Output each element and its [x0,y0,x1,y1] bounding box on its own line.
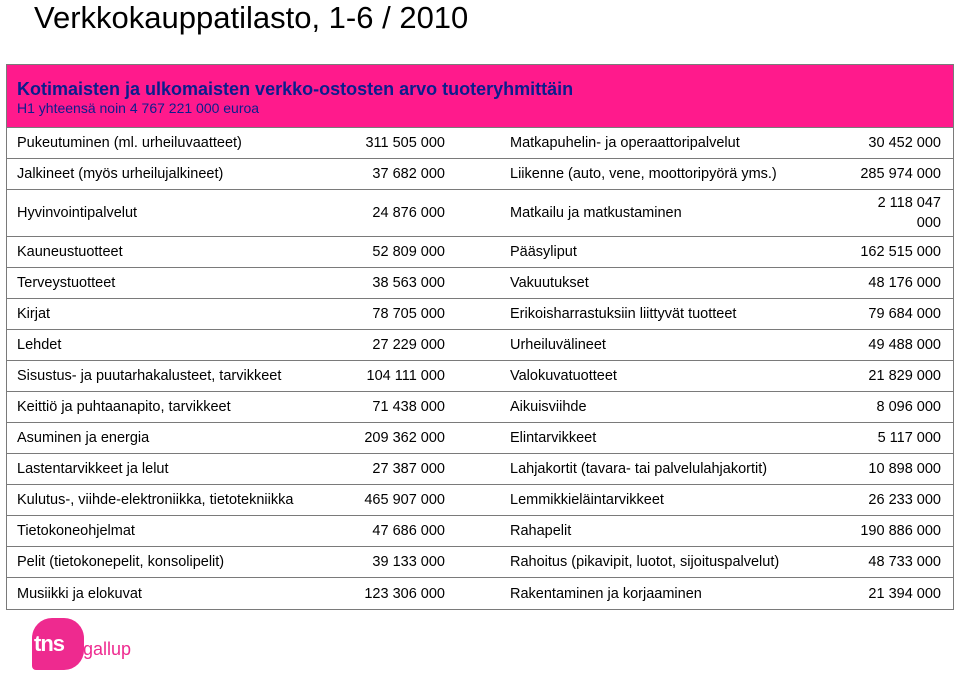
category-value: 27 387 000 [372,461,445,477]
category-value: 10 898 000 [868,461,941,477]
category-value: 49 488 000 [868,337,941,353]
category-value-line: 000 [916,215,941,231]
category-label: Pääsyliput [510,244,577,260]
category-value: 21 829 000 [868,368,941,384]
category-label: Lemmikkieläintarvikkeet [510,492,664,508]
table-row [7,516,953,547]
category-label: Kauneustuotteet [17,244,123,260]
category-value: 190 886 000 [860,523,941,539]
table-row [7,128,953,159]
category-label: Terveystuotteet [17,275,116,291]
table-row [7,330,953,361]
category-value: 209 362 000 [364,430,445,446]
category-label: Pelit (tietokonepelit, konsolipelit) [17,554,225,570]
table-row [7,392,953,423]
category-label: Kirjat [17,306,51,322]
logo-gallup-text: gallup [83,639,132,659]
table-row [7,423,953,454]
table-row [7,237,953,268]
category-label: Elintarvikkeet [510,430,597,446]
table-row [7,299,953,330]
category-value-line: 2 118 047 [877,195,941,211]
category-value: 311 505 000 [365,135,445,151]
category-value: 104 111 000 [366,368,445,384]
category-label: Jalkineet (myös urheilujalkineet) [17,166,224,182]
category-value: 39 133 000 [372,554,445,570]
category-label: Pukeutuminen (ml. urheiluvaatteet) [17,135,242,151]
category-label: Hyvinvointipalvelut [17,205,138,221]
table-row [7,361,953,392]
category-value: 37 682 000 [372,166,445,182]
category-label: Vakuutukset [510,275,589,291]
category-label: Kulutus-, viihde-elektroniikka, tietotekniikka [17,492,294,508]
table-row [7,485,953,516]
category-label: Musiikki ja elokuvat [17,585,142,602]
category-label: Rakentaminen ja korjaaminen [510,585,702,602]
category-label: Rahapelit [510,523,572,539]
category-value: 48 733 000 [868,554,941,570]
category-value: 78 705 000 [372,306,445,322]
table-header [7,65,953,128]
category-value: 26 233 000 [868,492,941,508]
category-value: 52 809 000 [372,244,445,260]
category-label: Lastentarvikkeet ja lelut [17,461,169,477]
category-label: Tietokoneohjelmat [17,523,135,539]
page-title: Verkkokauppatilasto, 1-6 / 2010 [34,0,469,35]
table-row [7,268,953,299]
category-label: Matkapuhelin- ja operaattoripalvelut [510,135,740,151]
category-label: Erikoisharrastuksiin liittyvät tuotteet [510,306,737,322]
statistics-table [6,64,954,610]
logo-tns-text: tns [34,631,64,656]
table-row [7,578,953,609]
category-value: 71 438 000 [372,399,445,415]
category-value: 30 452 000 [868,135,941,151]
category-value: 465 907 000 [364,492,445,508]
table-row [7,454,953,485]
category-value: 8 096 000 [876,399,941,415]
category-label: Aikuisviihde [510,399,587,415]
category-label: Lehdet [17,337,62,353]
category-value: 21 394 000 [868,585,941,602]
table-header-subtitle: H1 yhteensä noin 4 767 221 000 euroa [17,100,260,116]
category-value: 162 515 000 [860,244,941,260]
category-value: 5 117 000 [877,430,941,446]
table-row [7,159,953,190]
category-value: 285 974 000 [860,166,941,182]
category-value: 47 686 000 [372,523,445,539]
category-label: Keittiö ja puhtaanapito, tarvikkeet [17,399,231,415]
category-value: 79 684 000 [868,306,941,322]
table-row [7,547,953,578]
category-value: 24 876 000 [372,205,445,221]
category-label: Urheiluvälineet [510,337,606,353]
tns-gallup-logo [20,614,140,670]
category-value: 123 306 000 [364,585,445,602]
category-label: Valokuvatuotteet [510,368,617,384]
table-row [7,190,953,237]
category-value [845,190,953,236]
category-label: Matkailu ja matkustaminen [510,205,682,221]
table-header-title: Kotimaisten ja ulkomaisten verkko-ostosten arvo tuoteryhmittäin [17,79,574,99]
category-label: Liikenne (auto, vene, moottoripyörä yms.) [510,166,777,182]
category-label: Asuminen ja energia [17,430,150,446]
category-value: 27 229 000 [372,337,445,353]
category-label: Sisustus- ja puutarhakalusteet, tarvikkeet [17,368,282,384]
category-label: Lahjakortit (tavara- tai palvelulahjakortit) [510,461,768,477]
category-value: 38 563 000 [372,275,445,291]
category-value: 48 176 000 [868,275,941,291]
category-label: Rahoitus (pikavipit, luotot, sijoituspalvelut) [510,554,780,570]
